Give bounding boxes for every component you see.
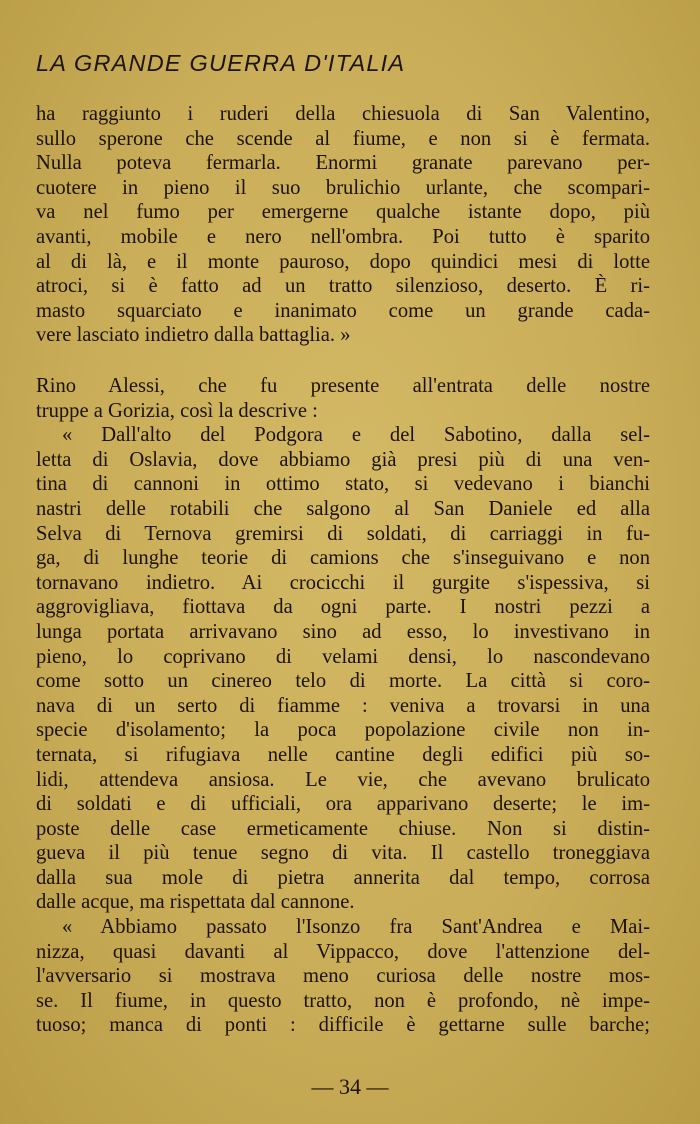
text-line: lidi, attendeva ansiosa. Le vie, che avevano brulicato (36, 768, 650, 791)
text-line: gueva il più tenue segno di vita. Il castello troneggiava (36, 842, 650, 865)
text-line: letta di Oslavia, dove abbiamo già presi più di una ven- (36, 448, 650, 471)
text-line: l'avversario si mostrava meno curiosa delle nostre mos- (36, 965, 650, 988)
text-line: nastri delle rotabili che salgono al San Daniele ed alla (36, 497, 650, 520)
text-line: se. Il fiume, in questo tratto, non è profondo, nè impe- (36, 989, 650, 1012)
text-line: nava di un serto di fiamme : veniva a trovarsi in una (36, 694, 650, 717)
text-line: lunga portata arrivavano sino ad esso, lo investivano in (36, 620, 650, 643)
text-line: vere lasciato indietro dalla battaglia. » (36, 324, 351, 347)
text-line: atroci, si è fatto ad un tratto silenzioso, deserto. È ri- (36, 275, 650, 298)
text-line: nizza, quasi davanti al Vippacco, dove l'attenzione del- (36, 940, 650, 963)
text-line: ha raggiunto i ruderi della chiesuola di San Valentino, (36, 103, 650, 125)
text-line: Rino Alessi, che fu presente all'entrata delle nostre (36, 375, 650, 397)
text-line: Nulla poteva fermarla. Enormi granate parevano per- (36, 152, 650, 175)
text-line: avanti, mobile e nero nell'ombra. Poi tutto è sparito (36, 225, 650, 248)
paragraph-continuation (36, 102, 650, 348)
text-line: dalle acque, ma rispettata dal cannone. (36, 891, 355, 914)
text-line: di soldati e di ufficiali, ora apparivano deserte; le im- (36, 793, 650, 816)
text-line: specie d'isolamento; la poca popolazione civile non in- (36, 719, 650, 742)
text-line: Selva di Ternova gremirsi di soldati, di carriaggi in fu- (36, 522, 650, 545)
text-line: ga, di lunghe teorie di camions che s'inseguivano e non (36, 547, 650, 570)
text-line: va nel fumo per emergerne qualche istante dopo, più (36, 201, 650, 224)
text-line: cuotere in pieno il suo brulichio urlante, che scompari- (36, 176, 650, 199)
text-line: dalla sua mole di pietra annerita dal tempo, corrosa (36, 866, 650, 889)
text-line: ternata, si rifugiava nelle cantine degli edifici più so- (36, 743, 650, 766)
text-line: tina di cannoni in ottimo stato, si vedevano i bianchi (36, 473, 650, 496)
text-line: pieno, lo coprivano di velami densi, lo nascondevano (36, 645, 650, 668)
text-line: aggrovigliava, fiottava da ogni parte. I nostri pezzi a (36, 596, 650, 619)
text-line: « Dall'alto del Podgora e del Sabotino, dalla sel- (62, 424, 650, 447)
text-line: « Abbiamo passato l'Isonzo fra Sant'Andrea e Mai- (62, 916, 650, 939)
running-header: LA GRANDE GUERRA D'ITALIA (36, 50, 406, 76)
text-line: masto squarciato e inanimato come un grande cada- (36, 299, 650, 322)
text-line: sullo sperone che scende al fiume, e non si è fermata. (36, 127, 650, 150)
text-line: come sotto un cinereo telo di morte. La città si coro- (36, 670, 650, 693)
text-line: truppe a Gorizia, così la descrive : (36, 399, 318, 422)
paragraph-alessi (36, 374, 650, 1038)
text-line: al di là, e il monte pauroso, dopo quindici mesi di lotte (36, 250, 650, 273)
page-number: — 34 — (311, 1074, 389, 1099)
text-line: tornavano indietro. Ai crocicchi il gurgite s'ispessiva, si (36, 571, 650, 594)
text-line: poste delle case ermeticamente chiuse. Non si distin- (36, 817, 650, 840)
text-line: tuoso; manca di ponti : difficile è gettarne sulle barche; (36, 1014, 650, 1037)
